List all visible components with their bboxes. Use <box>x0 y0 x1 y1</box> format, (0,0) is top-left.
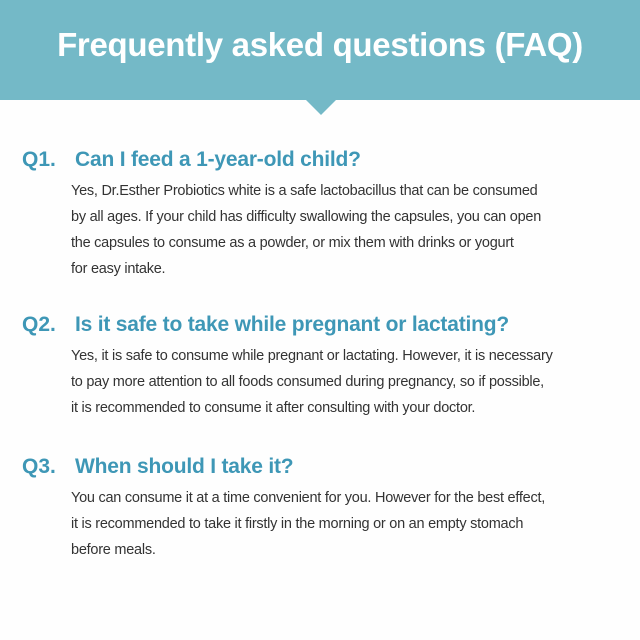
answer-line: Yes, it is safe to consume while pregnant or lactating. However, it is necessary <box>71 348 553 364</box>
answer-line: You can consume it at a time convenient for you. However for the best effect, <box>71 490 546 506</box>
question-line <box>0 455 640 485</box>
header-banner <box>0 0 640 100</box>
answer-line: by all ages. If your child has difficulty swallowing the capsules, you can open <box>71 209 542 225</box>
question-number: Q1. <box>22 148 56 171</box>
answer-line: it is recommended to take it firstly in the morning or on an empty stomach <box>71 516 524 532</box>
answer-line: the capsules to consume as a powder, or mix them with drinks or yogurt <box>71 235 514 251</box>
answer-line: for easy intake. <box>71 261 166 277</box>
faq-item-1 <box>0 148 640 282</box>
question-text: When should I take it? <box>75 455 294 478</box>
question-line <box>0 313 640 343</box>
answer <box>0 485 631 563</box>
question-text: Is it safe to take while pregnant or lactating? <box>75 313 510 336</box>
faq-item-2 <box>0 313 640 421</box>
answer <box>0 178 631 282</box>
question-number: Q2. <box>22 313 56 336</box>
answer-line: to pay more attention to all foods consumed during pregnancy, so if possible, <box>71 374 544 390</box>
answer-line: Yes, Dr.Esther Probiotics white is a safe lactobacillus that can be consumed <box>71 183 538 199</box>
question-number: Q3. <box>22 455 56 478</box>
answer-line: before meals. <box>71 542 156 558</box>
faq-item-3 <box>0 455 640 563</box>
answer <box>0 343 631 421</box>
banner-pointer-arrow <box>305 99 337 115</box>
page-title: Frequently asked questions (FAQ) <box>57 26 583 63</box>
answer-line: it is recommended to consume it after consulting with your doctor. <box>71 400 476 416</box>
question-line <box>0 148 640 178</box>
question-text: Can I feed a 1-year-old child? <box>75 148 361 171</box>
